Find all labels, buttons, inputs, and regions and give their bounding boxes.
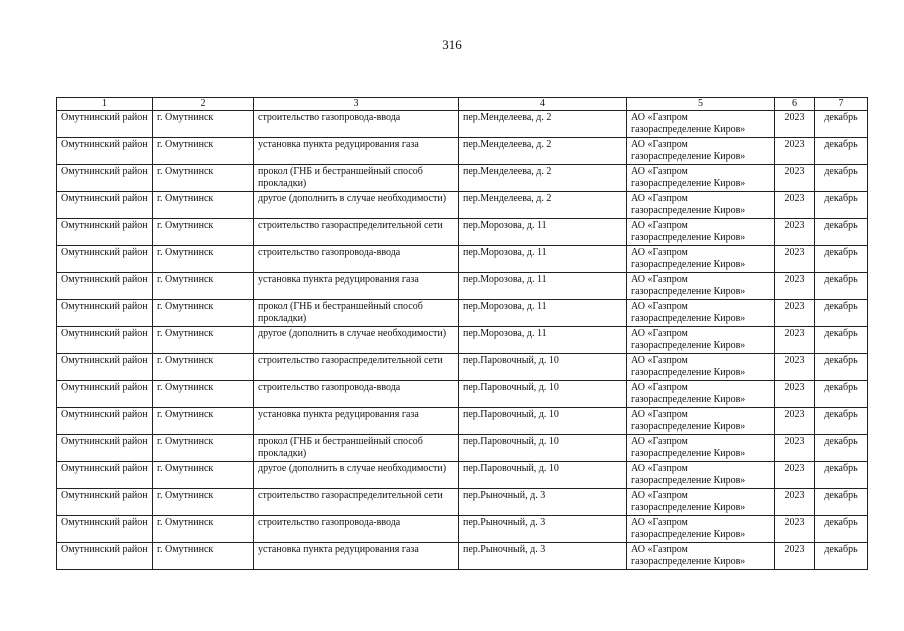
month-cell: декабрь [815,516,868,543]
work-type-cell: строительство газопровода-ввода [254,111,459,138]
city-cell: г. Омутнинск [153,462,254,489]
address-cell: пер.Морозова, д. 11 [459,327,627,354]
year-cell: 2023 [775,516,815,543]
table-row [57,516,868,543]
table-row [57,192,868,219]
year-cell: 2023 [775,192,815,219]
year-cell: 2023 [775,327,815,354]
address-cell: пер.Морозова, д. 11 [459,219,627,246]
month-cell: декабрь [815,462,868,489]
city-cell: г. Омутнинск [153,381,254,408]
city-cell: г. Омутнинск [153,408,254,435]
table-row [57,138,868,165]
table-row [57,300,868,327]
organization-cell: АО «Газпром газораспределение Киров» [627,516,775,543]
year-cell: 2023 [775,408,815,435]
district-cell: Омутнинский район [57,516,153,543]
month-cell: декабрь [815,489,868,516]
year-cell: 2023 [775,435,815,462]
month-cell: декабрь [815,165,868,192]
work-type-cell: установка пункта редуцирования газа [254,273,459,300]
work-type-cell: прокол (ГНБ и бестраншейный способ прокладки) [254,165,459,192]
year-cell: 2023 [775,246,815,273]
city-cell: г. Омутнинск [153,111,254,138]
district-cell: Омутнинский район [57,462,153,489]
work-type-cell: строительство газораспределительной сети [254,354,459,381]
district-cell: Омутнинский район [57,381,153,408]
year-cell: 2023 [775,381,815,408]
month-cell: декабрь [815,138,868,165]
address-cell: пер.Менделеева, д. 2 [459,165,627,192]
month-cell: декабрь [815,543,868,570]
organization-cell: АО «Газпром газораспределение Киров» [627,408,775,435]
work-type-cell: прокол (ГНБ и бестраншейный способ прокладки) [254,435,459,462]
address-cell: пер.Морозова, д. 11 [459,246,627,273]
month-cell: декабрь [815,408,868,435]
month-cell: декабрь [815,111,868,138]
district-cell: Омутнинский район [57,435,153,462]
month-cell: декабрь [815,327,868,354]
table-row [57,354,868,381]
year-cell: 2023 [775,111,815,138]
month-cell: декабрь [815,219,868,246]
work-type-cell: строительство газопровода-ввода [254,381,459,408]
district-cell: Омутнинский район [57,354,153,381]
month-cell: декабрь [815,246,868,273]
year-cell: 2023 [775,273,815,300]
district-cell: Омутнинский район [57,138,153,165]
header-cell: 7 [815,98,868,111]
district-cell: Омутнинский район [57,219,153,246]
work-type-cell: установка пункта редуцирования газа [254,543,459,570]
district-cell: Омутнинский район [57,543,153,570]
address-cell: пер.Рыночный, д. 3 [459,543,627,570]
address-cell: пер.Менделеева, д. 2 [459,138,627,165]
table-row [57,246,868,273]
district-cell: Омутнинский район [57,192,153,219]
organization-cell: АО «Газпром газораспределение Киров» [627,219,775,246]
organization-cell: АО «Газпром газораспределение Киров» [627,165,775,192]
city-cell: г. Омутнинск [153,219,254,246]
city-cell: г. Омутнинск [153,165,254,192]
organization-cell: АО «Газпром газораспределение Киров» [627,138,775,165]
address-cell: пер.Паровочный, д. 10 [459,462,627,489]
organization-cell: АО «Газпром газораспределение Киров» [627,111,775,138]
district-cell: Омутнинский район [57,246,153,273]
address-cell: пер.Менделеева, д. 2 [459,192,627,219]
organization-cell: АО «Газпром газораспределение Киров» [627,489,775,516]
table-row [57,489,868,516]
work-type-cell: строительство газораспределительной сети [254,219,459,246]
works-table [56,97,868,570]
month-cell: декабрь [815,381,868,408]
month-cell: декабрь [815,300,868,327]
city-cell: г. Омутнинск [153,273,254,300]
table-row [57,327,868,354]
table-row [57,462,868,489]
header-cell: 2 [153,98,254,111]
city-cell: г. Омутнинск [153,489,254,516]
header-row [57,98,868,111]
address-cell: пер.Паровочный, д. 10 [459,354,627,381]
header-cell: 4 [459,98,627,111]
organization-cell: АО «Газпром газораспределение Киров» [627,192,775,219]
year-cell: 2023 [775,219,815,246]
district-cell: Омутнинский район [57,408,153,435]
address-cell: пер.Менделеева, д. 2 [459,111,627,138]
organization-cell: АО «Газпром газораспределение Киров» [627,462,775,489]
organization-cell: АО «Газпром газораспределение Киров» [627,273,775,300]
year-cell: 2023 [775,489,815,516]
month-cell: декабрь [815,435,868,462]
table-row [57,219,868,246]
page-number: 316 [442,37,462,52]
city-cell: г. Омутнинск [153,138,254,165]
month-cell: декабрь [815,354,868,381]
table-row [57,381,868,408]
table-row [57,408,868,435]
month-cell: декабрь [815,192,868,219]
address-cell: пер.Паровочный, д. 10 [459,408,627,435]
month-cell: декабрь [815,273,868,300]
work-type-cell: строительство газораспределительной сети [254,489,459,516]
work-type-cell: установка пункта редуцирования газа [254,408,459,435]
table-row [57,273,868,300]
district-cell: Омутнинский район [57,300,153,327]
organization-cell: АО «Газпром газораспределение Киров» [627,300,775,327]
address-cell: пер.Рыночный, д. 3 [459,516,627,543]
address-cell: пер.Паровочный, д. 10 [459,435,627,462]
header-cell: 5 [627,98,775,111]
district-cell: Омутнинский район [57,273,153,300]
work-type-cell: другое (дополнить в случае необходимости) [254,462,459,489]
table-row [57,543,868,570]
organization-cell: АО «Газпром газораспределение Киров» [627,327,775,354]
address-cell: пер.Рыночный, д. 3 [459,489,627,516]
work-type-cell: строительство газопровода-ввода [254,246,459,273]
district-cell: Омутнинский район [57,165,153,192]
city-cell: г. Омутнинск [153,435,254,462]
organization-cell: АО «Газпром газораспределение Киров» [627,246,775,273]
city-cell: г. Омутнинск [153,192,254,219]
year-cell: 2023 [775,165,815,192]
year-cell: 2023 [775,138,815,165]
city-cell: г. Омутнинск [153,300,254,327]
table-row [57,111,868,138]
year-cell: 2023 [775,462,815,489]
address-cell: пер.Морозова, д. 11 [459,300,627,327]
organization-cell: АО «Газпром газораспределение Киров» [627,435,775,462]
work-type-cell: строительство газопровода-ввода [254,516,459,543]
header-cell: 3 [254,98,459,111]
table-row [57,165,868,192]
work-type-cell: установка пункта редуцирования газа [254,138,459,165]
year-cell: 2023 [775,543,815,570]
work-type-cell: прокол (ГНБ и бестраншейный способ прокладки) [254,300,459,327]
year-cell: 2023 [775,300,815,327]
district-cell: Омутнинский район [57,327,153,354]
city-cell: г. Омутнинск [153,543,254,570]
header-cell: 1 [57,98,153,111]
header-cell: 6 [775,98,815,111]
work-type-cell: другое (дополнить в случае необходимости) [254,327,459,354]
city-cell: г. Омутнинск [153,246,254,273]
organization-cell: АО «Газпром газораспределение Киров» [627,543,775,570]
organization-cell: АО «Газпром газораспределение Киров» [627,381,775,408]
table-row [57,435,868,462]
address-cell: пер.Морозова, д. 11 [459,273,627,300]
city-cell: г. Омутнинск [153,516,254,543]
city-cell: г. Омутнинск [153,327,254,354]
address-cell: пер.Паровочный, д. 10 [459,381,627,408]
city-cell: г. Омутнинск [153,354,254,381]
district-cell: Омутнинский район [57,111,153,138]
organization-cell: АО «Газпром газораспределение Киров» [627,354,775,381]
district-cell: Омутнинский район [57,489,153,516]
year-cell: 2023 [775,354,815,381]
work-type-cell: другое (дополнить в случае необходимости) [254,192,459,219]
